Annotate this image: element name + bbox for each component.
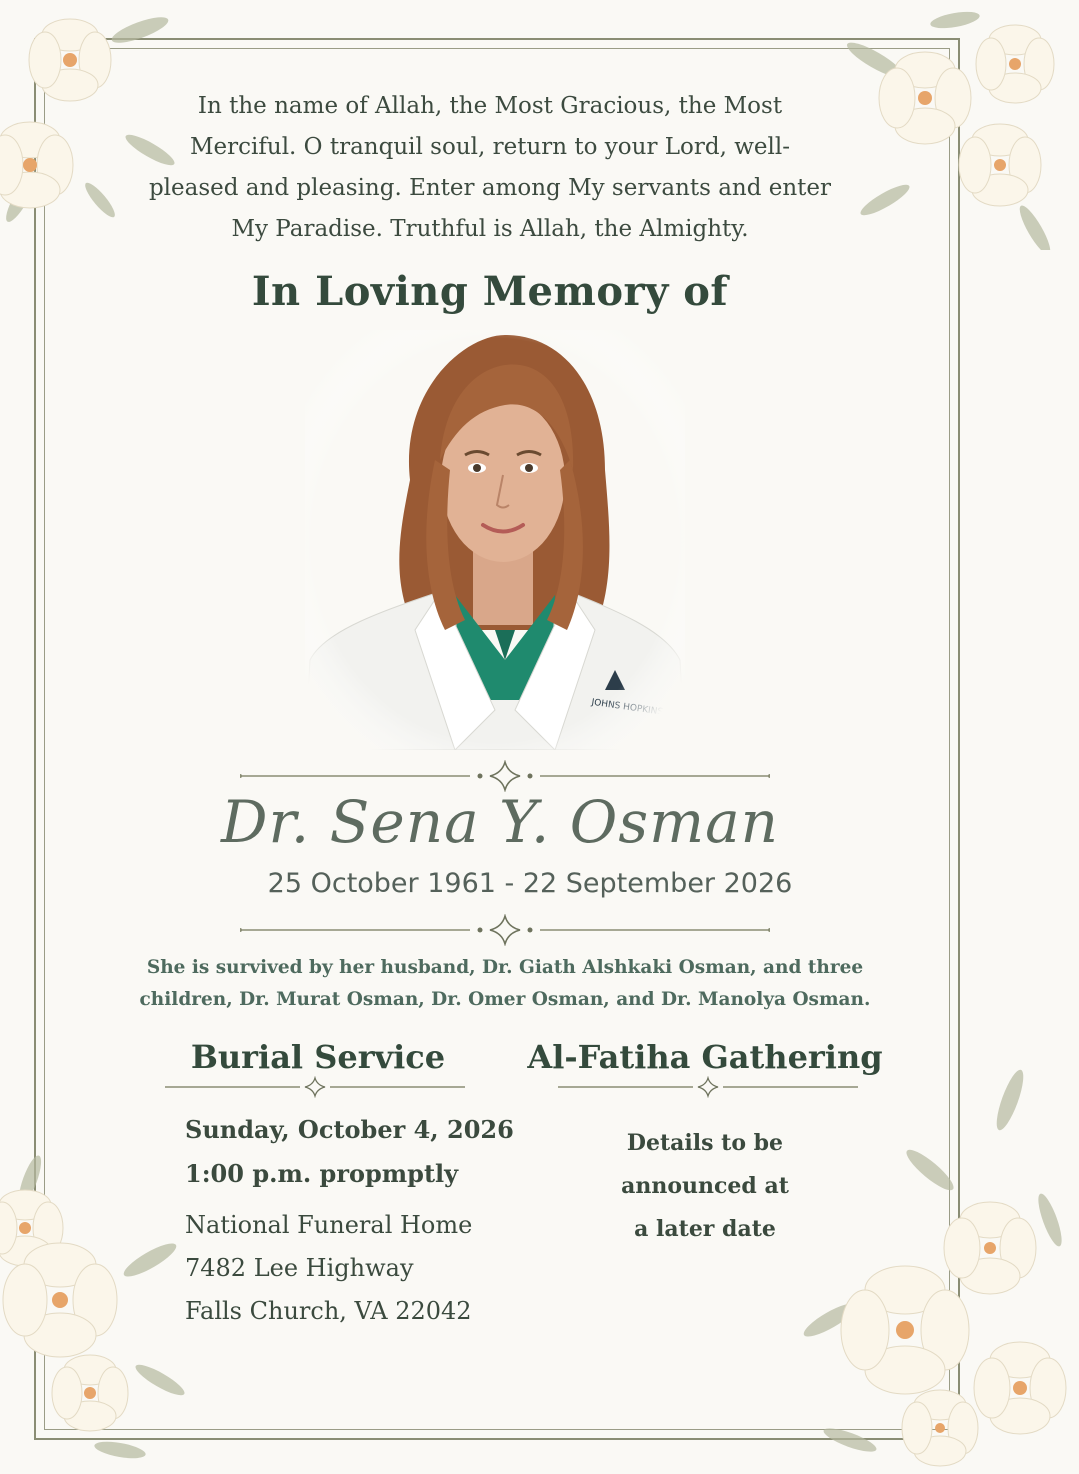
burial-title-divider <box>165 1076 465 1098</box>
verse-line: My Paradise. Truthful is Allah, the Almighty. <box>231 216 749 242</box>
survived-line: children, Dr. Murat Osman, Dr. Omer Osman, and Dr. Manolya Osman. <box>139 989 871 1010</box>
verse-line: In the name of Allah, the Most Gracious, the Most <box>197 93 783 119</box>
burial-date-time <box>185 1108 514 1196</box>
floral-top-right-decoration <box>835 0 1079 250</box>
burial-city: Falls Church, VA 22042 <box>185 1297 472 1325</box>
ornamental-divider-bottom <box>240 914 770 946</box>
fatiha-line: Details to be <box>626 1130 784 1156</box>
verse-line: Merciful. O tranquil soul, return to your Lord, well- <box>189 134 790 160</box>
survived-line: She is survived by her husband, Dr. Giath Alshkaki Osman, and three <box>146 957 864 978</box>
burial-date: Sunday, October 4, 2026 <box>185 1115 514 1144</box>
burial-time: 1:00 p.m. propmptly <box>185 1159 459 1188</box>
survived-by-text <box>90 952 920 1016</box>
fatiha-line: announced at <box>621 1173 789 1199</box>
verse-line: pleased and pleasing. Enter among My servants and enter <box>148 175 832 201</box>
burial-venue: National Funeral Home <box>185 1211 473 1239</box>
burial-street: 7482 Lee Highway <box>185 1254 414 1282</box>
fatiha-gathering-title: Al-Fatiha Gathering <box>527 1038 883 1076</box>
burial-address <box>185 1204 472 1333</box>
floral-bottom-left-decoration <box>0 1150 200 1474</box>
fatiha-details <box>570 1122 840 1251</box>
memory-title: In Loving Memory of <box>251 268 729 315</box>
quran-verse <box>120 86 860 250</box>
deceased-name: Dr. Sena Y. Osman <box>220 788 780 856</box>
burial-service-title: Burial Service <box>190 1038 446 1076</box>
portrait-photo <box>305 330 685 750</box>
fatiha-title-divider <box>558 1076 858 1098</box>
fatiha-line: a later date <box>634 1216 776 1242</box>
life-dates: 25 October 1961 - 22 September 2026 <box>267 868 793 899</box>
